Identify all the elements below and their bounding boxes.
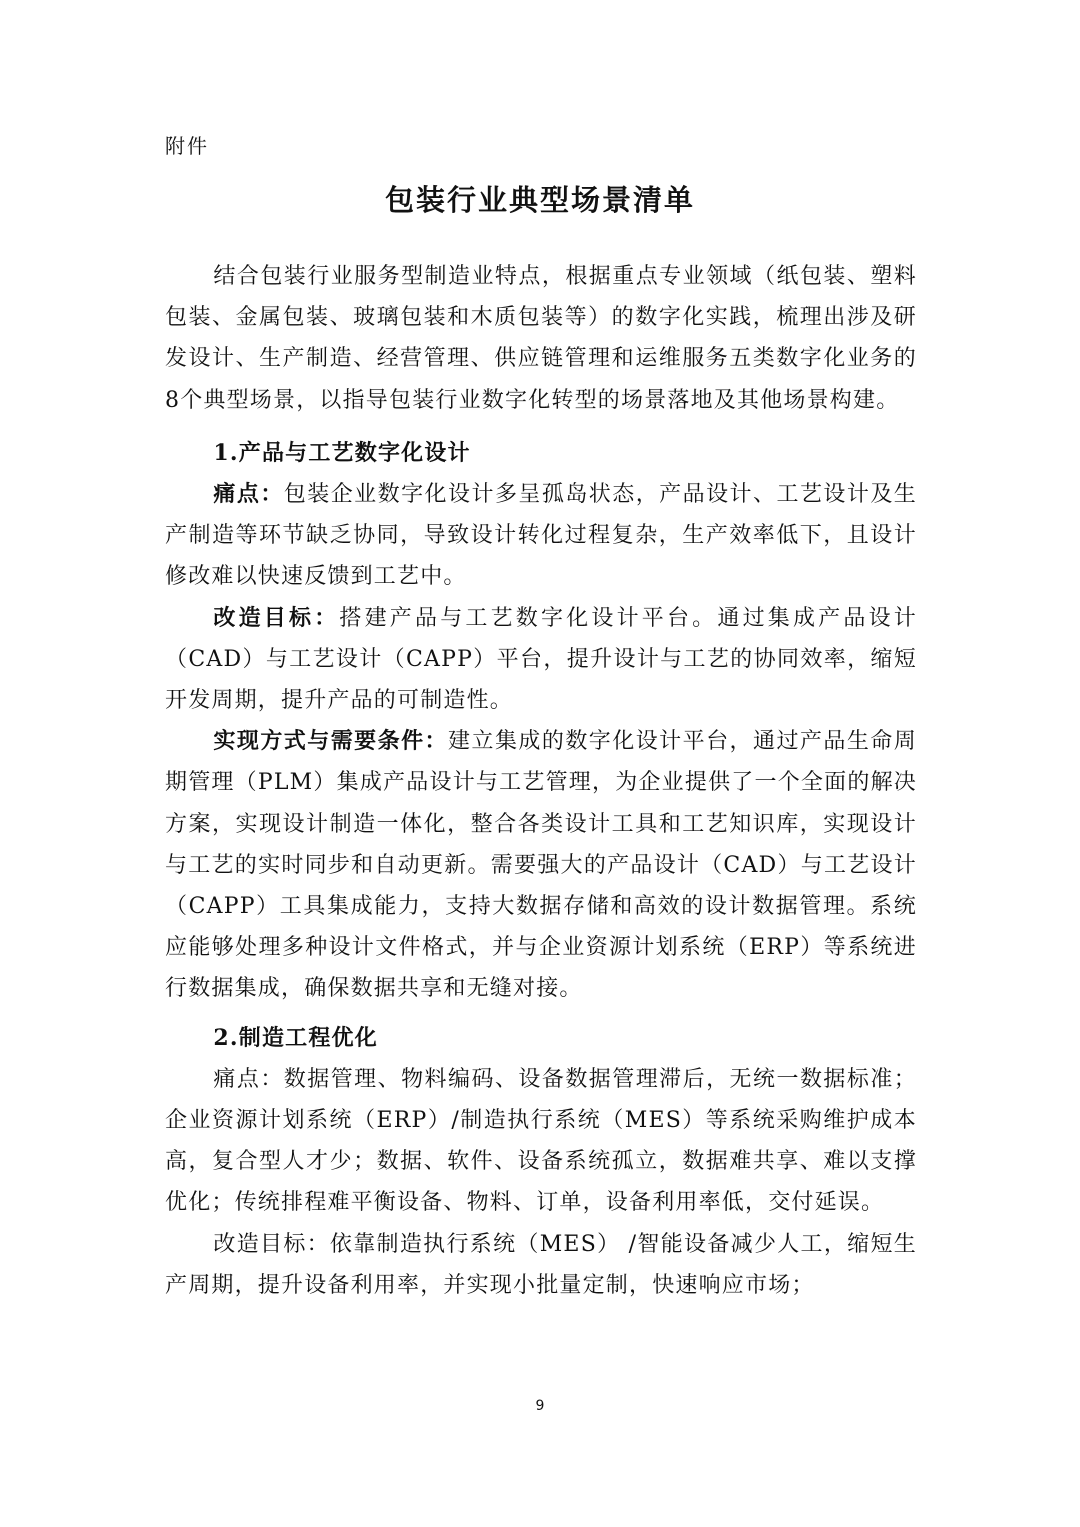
document-body	[165, 256, 917, 1306]
goal-text: 搭建产品与工艺数字化设计平台。通过集成产品设计（CAD）与工艺设计（CAPP）平台，提升设计与工艺的协同效率，缩短开发周期，提升产品的可制造性。	[165, 605, 917, 714]
goal-label: 改造目标：	[213, 604, 340, 631]
page-number: 9	[535, 1398, 545, 1414]
pain-text: 包装企业数字化设计多呈孤岛状态，产品设计、工艺设计及生产制造等环节缺乏协同，导致设计转化过程复杂，生产效率低下，且设计修改难以快速反馈到工艺中。	[165, 482, 917, 590]
section-2-goal-paragraph: 改造目标：依靠制造执行系统（MES） /智能设备减少人工，缩短生产周期，提升设备利用率，并实现小批量定制，快速响应市场；	[165, 1231, 917, 1298]
section-2-heading: 2.制造工程优化	[213, 1024, 378, 1051]
section-2-pain-paragraph: 痛点：数据管理、物料编码、设备数据管理滞后，无统一数据标准；企业资源计划系统（ERP）/制造执行系统（MES）等系统采购维护成本高，复合型人才少；数据、软件、设备系统孤立，数据难共享、难以支撑优化；传统排程难平衡设备、物料、订单，设备利用率低，交付延误。	[165, 1066, 917, 1216]
section-1-pain-paragraph	[165, 474, 917, 598]
section-1-method-paragraph	[165, 721, 917, 1009]
section-1-heading: 1.产品与工艺数字化设计	[213, 439, 471, 466]
method-label: 实现方式与需要条件：	[213, 728, 449, 755]
attachment-label: 附件	[165, 134, 209, 158]
intro-paragraph: 结合包装行业服务型制造业特点，根据重点专业领域（纸包装、塑料包装、金属包装、玻璃包装和木质包装等）的数字化实践，梳理出涉及研发设计、生产制造、经营管理、供应链管理和运维服务五类数字化业务的8个典型场景，以指导包装行业数字化转型的场景落地及其他场景构建。	[165, 264, 917, 413]
pain-label: 痛点：	[213, 481, 284, 508]
section-1-goal-paragraph	[165, 598, 917, 722]
page-title: 包装行业典型场景清单	[384, 183, 695, 217]
method-text: 建立集成的数字化设计平台，通过产品生命周期管理（PLM）集成产品设计与工艺管理，为企业提供了一个全面的解决方案，实现设计制造一体化，整合各类设计工具和工艺知识库，实现设计与工艺的实时同步和自动更新。需要强大的产品设计（CAD）与工艺设计（CAPP）工具集成能力，支持大数据存储和高效的设计数据管理。系统应能够处理多种设计文件格式，并与企业资源计划系统（ERP）等系统进行数据集成，确保数据共享和无缝对接。	[165, 729, 917, 1002]
